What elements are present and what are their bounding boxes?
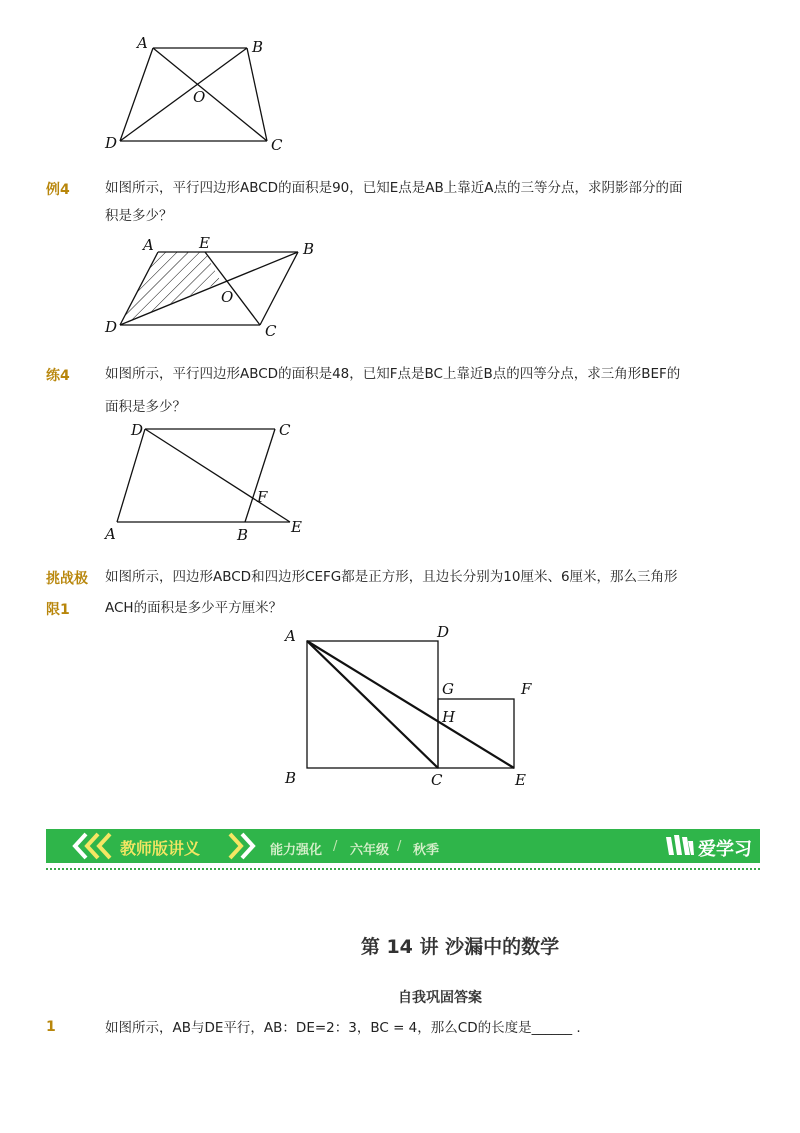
label-b: B xyxy=(285,769,297,787)
label-d: D xyxy=(105,134,118,152)
breadcrumb-separator: / xyxy=(397,839,402,854)
label-a: A xyxy=(137,34,148,52)
label-d: D xyxy=(105,318,118,336)
challenge-text-line2: ACH的面积是多少平方厘米？ xyxy=(105,600,283,616)
label-f: F xyxy=(257,488,268,506)
brand-logo-text: 爱学习 xyxy=(698,839,752,860)
label-h: H xyxy=(442,708,456,726)
edge-da xyxy=(117,429,145,522)
example-text-line1: 如图所示，平行四边形ABCD的面积是90，已知E点是AB上靠近A点的三等分点，求阴影部分的面 xyxy=(105,180,683,196)
practice-tag: 练4 xyxy=(46,368,70,384)
label-e: E xyxy=(291,518,302,536)
label-a: A xyxy=(143,236,154,254)
line-ae xyxy=(307,641,514,768)
label-d: D xyxy=(437,623,450,641)
edition-label: 教师版讲义 xyxy=(120,839,201,858)
breadcrumb-term: 秋季 xyxy=(413,843,440,858)
line-de xyxy=(145,429,290,522)
label-g: G xyxy=(442,680,454,698)
label-o: O xyxy=(193,88,206,106)
label-e: E xyxy=(515,771,526,789)
divider xyxy=(46,868,760,870)
practice-text-line1: 如图所示，平行四边形ABCD的面积是48，已知F点是BC上靠近B点的四等分点，求三角形BEF的 xyxy=(105,366,681,382)
breadcrumb-course: 能力强化 xyxy=(270,843,323,858)
brand-logo-icon xyxy=(664,833,696,859)
lesson-title: 第 14 讲 沙漏中的数学 xyxy=(360,936,560,958)
challenge-text-line1: 如图所示，四边形ABCD和四边形CEFG都是正方形，且边长分别为10厘米、6厘米，那么三角形 xyxy=(105,569,678,585)
label-a: A xyxy=(285,627,296,645)
example-tag: 例4 xyxy=(46,182,70,198)
label-e: E xyxy=(199,234,210,252)
line-ac xyxy=(307,641,438,768)
edge-ad xyxy=(120,48,153,141)
label-o: O xyxy=(221,288,234,306)
label-c: C xyxy=(265,322,277,340)
example-text-line2: 积是多少？ xyxy=(105,208,173,224)
figure-parallelogram-extended xyxy=(95,418,325,548)
figure-trapezoid xyxy=(95,30,305,160)
label-b: B xyxy=(252,38,264,56)
label-a: A xyxy=(105,525,116,543)
breadcrumb-grade: 六年级 xyxy=(350,843,390,858)
label-c: C xyxy=(431,771,443,789)
breadcrumb-separator: / xyxy=(333,839,338,854)
practice-text-line2: 面积是多少？ xyxy=(105,399,186,415)
label-b: B xyxy=(303,240,315,258)
edge-bc xyxy=(260,252,298,325)
challenge-tag-line1: 挑战极 xyxy=(46,571,88,587)
chevrons-left-icon xyxy=(72,831,116,861)
section-subtitle: 自我巩固答案 xyxy=(398,990,482,1006)
question-text: 如图所示，AB与DE平行，AB：DE=2：3，BC = 4，那么CD的长度是______ . xyxy=(105,1020,581,1036)
chevrons-right-icon xyxy=(224,831,264,861)
figure-two-squares xyxy=(275,620,545,795)
edge-cb xyxy=(245,429,275,522)
figure-parallelogram-shaded xyxy=(95,232,325,347)
shaded-region xyxy=(120,252,221,325)
challenge-tag-line2: 限1 xyxy=(46,602,70,618)
question-number: 1 xyxy=(46,1019,56,1035)
label-f: F xyxy=(521,680,532,698)
label-c: C xyxy=(271,136,283,154)
diagonal-bd xyxy=(120,48,247,141)
label-b: B xyxy=(237,526,249,544)
label-d: D xyxy=(131,421,144,439)
label-c: C xyxy=(279,421,291,439)
